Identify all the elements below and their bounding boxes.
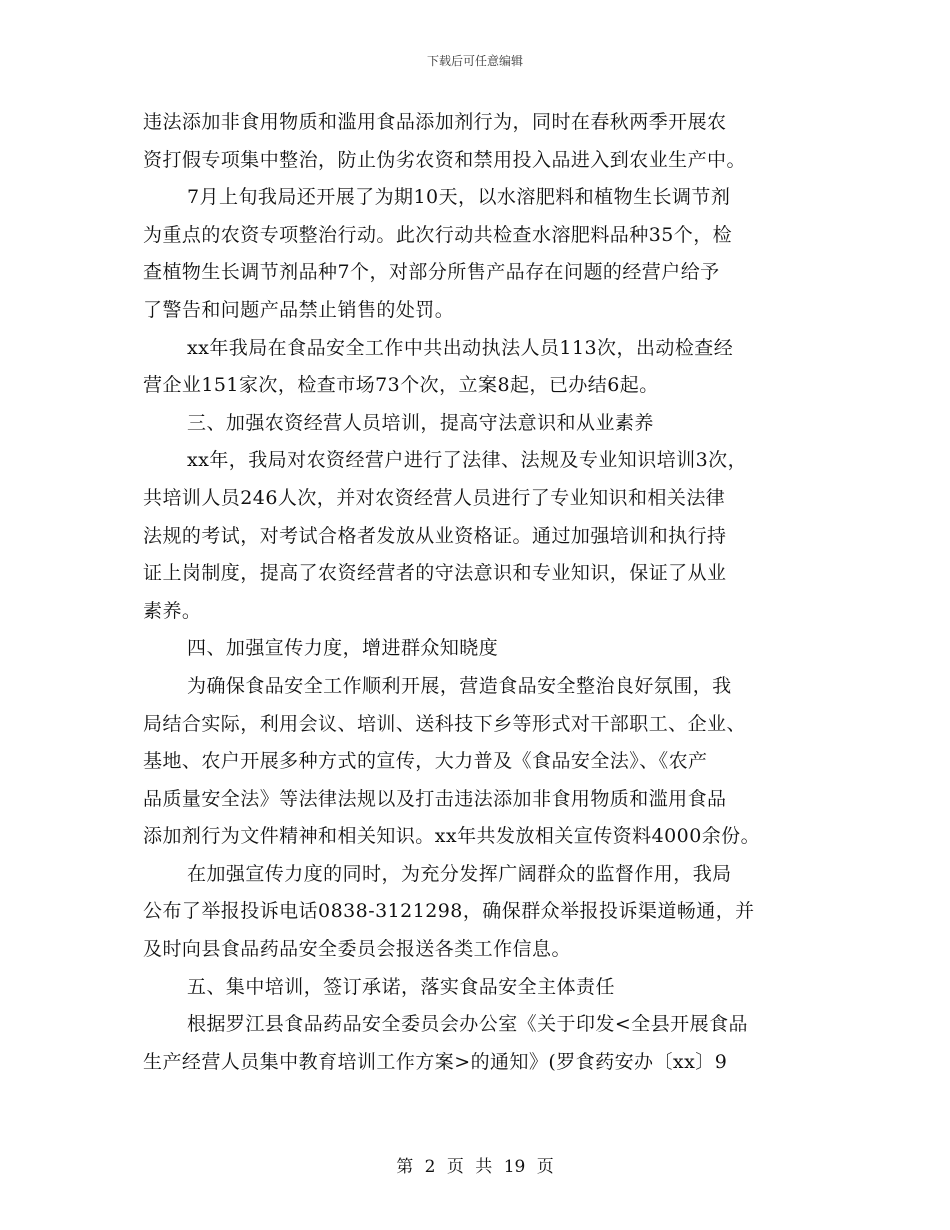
text-line: xx年我局在食品安全工作中共出动执法人员113次，出动检查经 — [187, 336, 734, 359]
text-line: 违法添加非食用物质和滥用食品添加剂行为，同时在春秋两季开展农 — [143, 111, 727, 133]
text-line: xx年，我局对农资经营户进行了法律、法规及专业知识培训3次， — [187, 449, 748, 472]
text-line: 及时向县食品药品安全委员会报送各类工作信息。 — [143, 938, 571, 961]
text-line: 素养。 — [143, 599, 202, 622]
text-line: 7月上旬我局还开展了为期10天，以水溶肥料和植物生长调节剂 — [187, 186, 731, 209]
text-line: 在加强宣传力度的同时，为充分发挥广阔群众的监督作用，我局 — [187, 862, 732, 885]
text-line: 根据罗江县食品药品安全委员会办公室《关于印发<全县开展食品 — [187, 1013, 748, 1036]
text-line: 证上岗制度，提高了农资经营者的守法意识和专业知识，保证了从业 — [143, 562, 727, 585]
text-line: 查植物生长调节剂品种7个，对部分所售产品存在问题的经营户给予 — [143, 261, 720, 284]
text-line: 添加剂行为文件精神和相关知识。xx年共发放相关宣传资料4000余份。 — [143, 825, 761, 848]
text-line: 法规的考试，对考试合格者发放从业资格证。通过加强培训和执行持 — [143, 524, 727, 547]
text-line: 三、加强农资经营人员培训，提高守法意识和从业素养 — [187, 411, 654, 434]
text-line: 生产经营人员集中教育培训工作方案>的通知》(罗食药安办〔xx〕9 — [143, 1050, 728, 1073]
text-line: 了警告和问题产品禁止销售的处罚。 — [143, 298, 455, 321]
text-line: 四、加强宣传力度，增进群众知晓度 — [187, 637, 499, 660]
text-line: 资打假专项集中整治，防止伪劣农资和禁用投入品进入到农业生产中。 — [143, 148, 746, 171]
text-line: 公布了举报投诉电话0838-3121298，确保群众举报投诉渠道畅通，并 — [143, 900, 755, 923]
text-line: 营企业151家次，检查市场73个次，立案8起，已办结6起。 — [143, 374, 659, 397]
text-line: 五、集中培训，签订承诺，落实食品安全主体责任 — [187, 975, 615, 998]
text-line: 为确保食品安全工作顺利开展，营造食品安全整治良好氛围，我 — [187, 674, 732, 697]
page-header: 下载后可任意编辑 — [426, 54, 523, 68]
page-footer: 第 2 页 共 19 页 — [396, 1157, 554, 1177]
text-line: 局结合实际，利用会议、培训、送科技下乡等形式对干部职工、企业、 — [143, 712, 746, 735]
text-line: 为重点的农资专项整治行动。此次行动共检查水溶肥料品种35个，检 — [143, 223, 733, 246]
text-line: 品质量安全法》等法律法规以及打击违法添加非食用物质和滥用食品 — [143, 787, 727, 810]
text-line: 共培训人员246人次，并对农资经营人员进行了专业知识和相关法律 — [143, 486, 726, 509]
text-line: 基地、农户开展多种方式的宣传，大力普及《食品安全法》、《农产 — [143, 750, 708, 773]
document-body — [143, 104, 823, 1081]
